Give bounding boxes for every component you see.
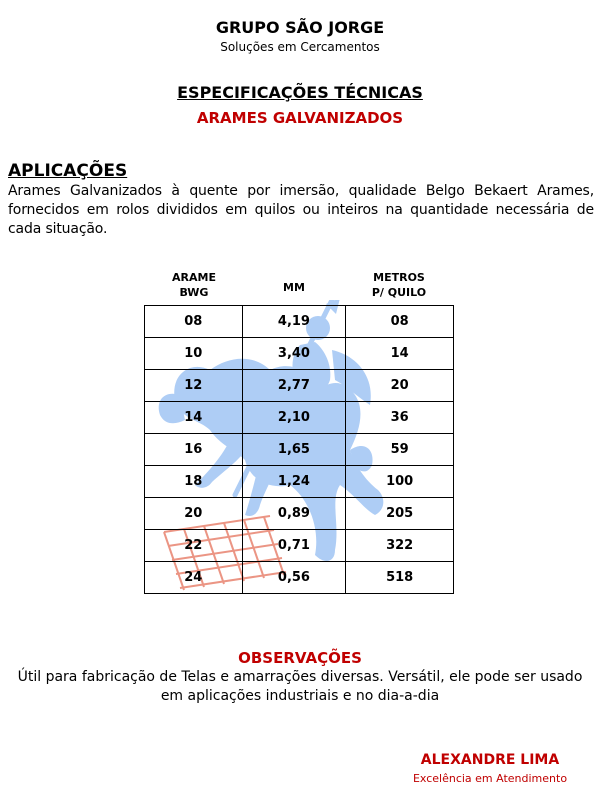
observations-text: Útil para fabricação de Telas e amarrações diversas. Versátil, ele pode ser usado em aplicações industriais e no dia-a-dia — [17, 669, 583, 704]
table-row — [145, 562, 454, 594]
cell-meters: 100 — [346, 466, 454, 498]
cell-bwg: 20 — [145, 498, 243, 530]
cell-bwg: 10 — [145, 338, 243, 370]
table-row — [145, 434, 454, 466]
cell-meters: 518 — [346, 562, 454, 594]
company-tagline: Soluções em Cercamentos — [220, 40, 380, 54]
cell-mm: 4,19 — [242, 306, 346, 338]
cell-mm: 2,10 — [242, 402, 346, 434]
table-row — [145, 370, 454, 402]
cell-bwg: 22 — [145, 530, 243, 562]
cell-meters: 14 — [346, 338, 454, 370]
column-header-bwg: ARAME BWG — [172, 271, 216, 299]
cell-meters: 205 — [346, 498, 454, 530]
table-row — [145, 498, 454, 530]
table-row — [145, 306, 454, 338]
cell-mm: 0,71 — [242, 530, 346, 562]
cell-meters: 36 — [346, 402, 454, 434]
wire-specification-table — [144, 305, 454, 594]
column-header-mm: MM — [283, 281, 305, 294]
cell-mm: 1,65 — [242, 434, 346, 466]
company-name: GRUPO SÃO JORGE — [215, 18, 385, 37]
document-title: ESPECIFICAÇÕES TÉCNICAS — [177, 83, 423, 102]
applications-heading: APLICAÇÕES — [8, 161, 128, 181]
cell-meters: 20 — [346, 370, 454, 402]
applications-text: Arames Galvanizados à quente por imersão, qualidade Belgo Bekaert Arames, fornecidos em rolos divididos em quilos ou inteiros na quantidade necessária de cada situação. — [8, 183, 594, 237]
cell-mm: 1,24 — [242, 466, 346, 498]
cell-mm: 2,77 — [242, 370, 346, 402]
cell-bwg: 24 — [145, 562, 243, 594]
signature-tagline: Excelência em Atendimento — [412, 772, 568, 785]
cell-bwg: 18 — [145, 466, 243, 498]
cell-bwg: 16 — [145, 434, 243, 466]
cell-bwg: 12 — [145, 370, 243, 402]
cell-bwg: 14 — [145, 402, 243, 434]
observations-heading: OBSERVAÇÕES — [238, 649, 362, 667]
cell-meters: 08 — [346, 306, 454, 338]
table-row — [145, 466, 454, 498]
cell-meters: 59 — [346, 434, 454, 466]
cell-mm: 0,56 — [242, 562, 346, 594]
cell-mm: 3,40 — [242, 338, 346, 370]
cell-mm: 0,89 — [242, 498, 346, 530]
table-row — [145, 338, 454, 370]
document-subtitle: ARAMES GALVANIZADOS — [196, 109, 404, 127]
cell-bwg: 08 — [145, 306, 243, 338]
column-header-meters: METROS P/ QUILO — [371, 271, 427, 299]
cell-meters: 322 — [346, 530, 454, 562]
table-row — [145, 402, 454, 434]
signature-name: ALEXANDRE LIMA — [420, 752, 560, 768]
table-row — [145, 530, 454, 562]
